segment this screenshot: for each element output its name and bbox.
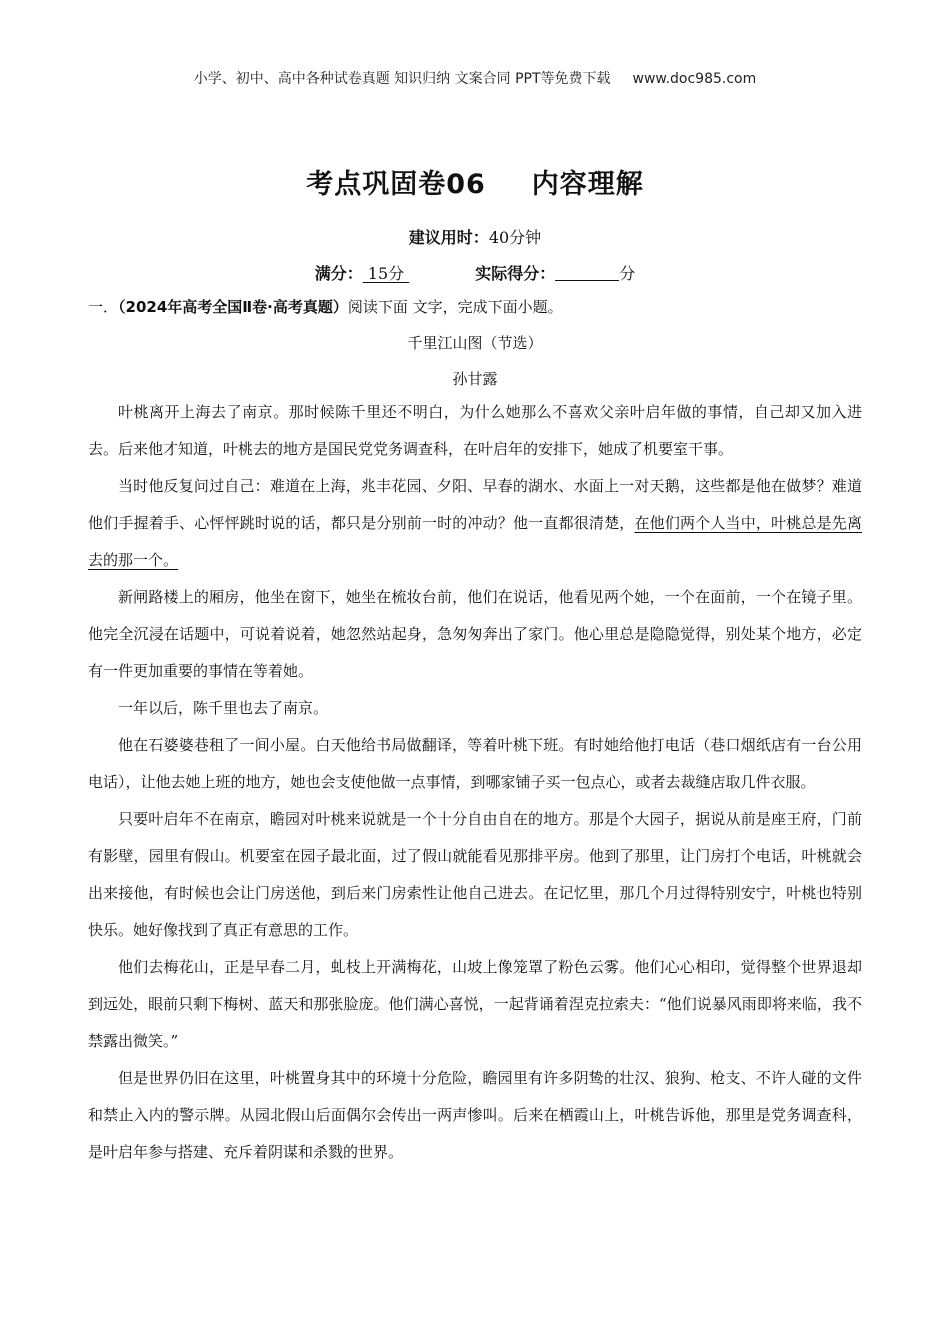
paragraph-1: 叶桃离开上海去了南京。那时候陈千里还不明白，为什么她那么不喜欢父亲叶启年做的事情，自己却又加入进去。后来他才知道，叶桃去的地方是国民党党务调查科，在叶启年的安排下，她成了机要室干事。 (88, 403, 862, 458)
page-header (0, 68, 950, 88)
full-score-value: 15分 (362, 264, 410, 283)
article-title: 千里江山图（节选） (407, 334, 543, 352)
full-score-label: 满分： (314, 264, 363, 283)
question-source: （2024年高考全国Ⅱ卷·高考真题） (118, 298, 348, 316)
question-heading (88, 296, 563, 317)
actual-score-unit: 分 (619, 264, 636, 283)
paragraph-2 (88, 468, 862, 579)
header-text: 小学、初中、高中各种试卷真题 知识归纳 文案合同 PPT等免费下载 (193, 71, 611, 87)
underlined-sentence: 在他们两个人当中，叶桃总是先离去的那一个。 (88, 514, 862, 569)
title-left: 考点巩固卷06 (306, 169, 486, 200)
article-body (88, 394, 862, 1171)
time-label: 建议用时： (408, 228, 489, 247)
header-url[interactable]: www.doc985.com (632, 71, 757, 87)
article-author: 孙甘露 (452, 370, 498, 388)
question-number: 一． (88, 298, 119, 316)
score-line (0, 261, 950, 284)
paragraph-2-text: 当时他反复问过自己：难道在上海，兆丰花园、夕阳、早春的湖水、水面上一对天鹅，这些都是他在做梦？难道他们手握着手、心怦怦跳时说的话，都只是分别前一时的冲动？他一直都很清楚， (88, 477, 862, 532)
paragraph-8: 但是世界仍旧在这里，叶桃置身其中的环境十分危险，瞻园里有许多阴鸷的壮汉、狼狗、枪支、不许人碰的文件和禁止入内的警示牌。从园北假山后面偶尔会传出一两声惨叫。后来在栖霞山上，叶桃告诉他，那里是党务调查科，是叶启年参与搭建、充斥着阴谋和杀戮的世界。 (88, 1069, 862, 1161)
paragraph-3: 新闸路楼上的厢房，他坐在窗下，她坐在梳妆台前，他们在说话，他看见两个她，一个在面前，一个在镜子里。他完全沉浸在话题中，可说着说着，她忽然站起身，急匆匆奔出了家门。他心里总是隐隐觉得，别处某个地方，必定有一件更加重要的事情在等着她。 (88, 588, 862, 680)
time-value: 40分钟 (488, 228, 542, 247)
paragraph-7: 他们去梅花山，正是早春二月，虬枝上开满梅花，山坡上像笼罩了粉色云雾。他们心心相印，觉得整个世界退却到远处，眼前只剩下梅树、蓝天和那张脸庞。他们满心喜悦，一起背诵着涅克拉索夫：“他们说暴风雨即将来临，我不禁露出微笑。” (88, 958, 862, 1050)
actual-score-blank[interactable] (555, 279, 619, 281)
paragraph-4: 一年以后，陈千里也去了南京。 (118, 699, 329, 717)
paragraph-6: 只要叶启年不在南京，瞻园对叶桃来说就是一个十分自由自在的地方。那是个大园子，据说从前是座王府，门前有影壁，园里有假山。机要室在园子最北面，过了假山就能看见那排平房。他到了那里，让门房打个电话，叶桃就会出来接他，有时候也会让门房送他，到后来门房索性让他自己进去。在记忆里，那几个月过得特别安宁，叶桃也特别快乐。她好像找到了真正有意思的工作。 (88, 810, 862, 939)
actual-score-label: 实际得分： (475, 264, 556, 283)
suggested-time (0, 225, 950, 248)
question-instruction: 阅读下面 文字，完成下面小题。 (347, 298, 563, 316)
title-right: 内容理解 (531, 169, 644, 200)
paragraph-5: 他在石婆婆巷租了一间小屋。白天他给书局做翻译，等着叶桃下班。有时她给他打电话（巷口烟纸店有一台公用电话），让他去她上班的地方，她也会支使他做一点事情，到哪家铺子买一包点心，或者去裁缝店取几件衣服。 (88, 736, 862, 791)
page-title (0, 162, 950, 201)
